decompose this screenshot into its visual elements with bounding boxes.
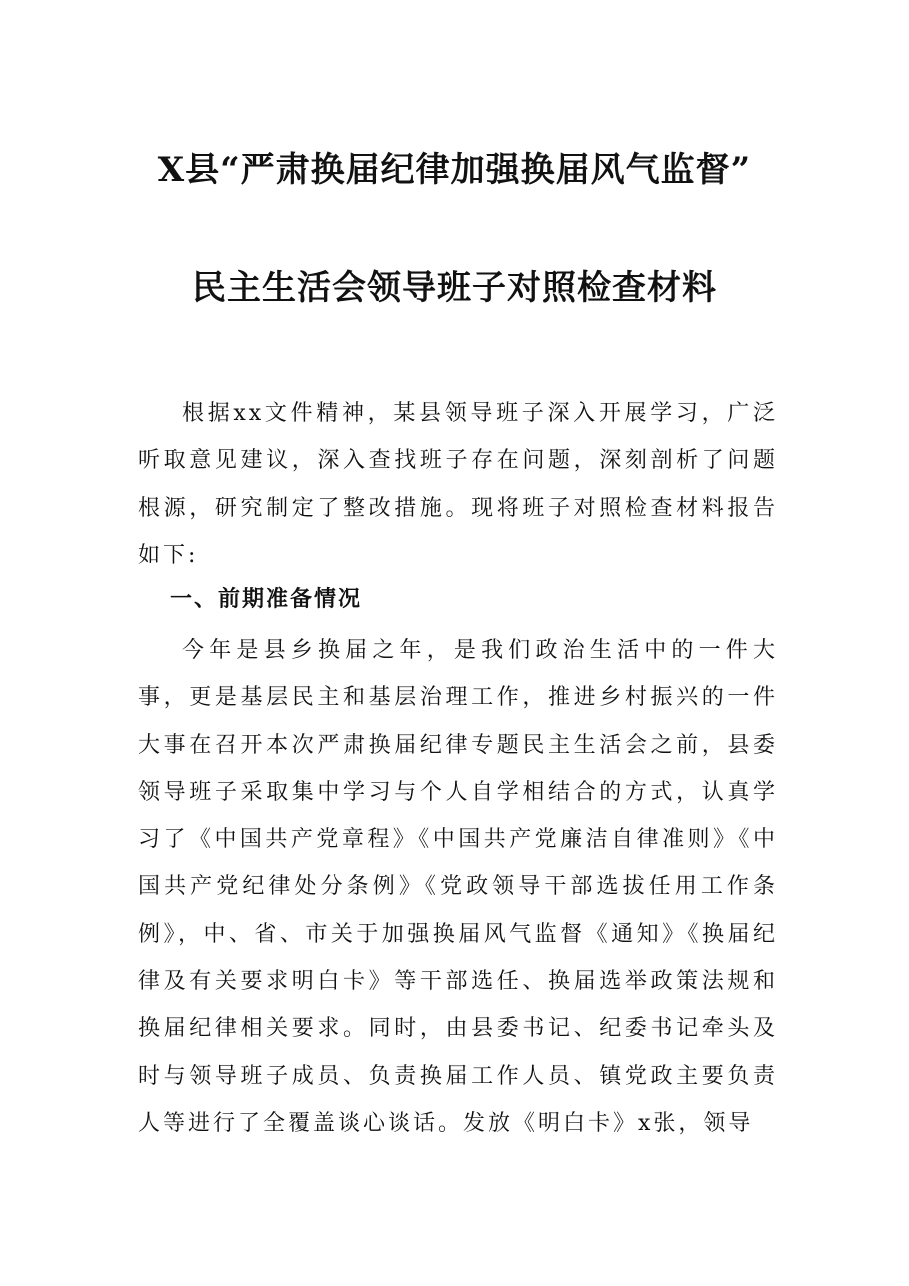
section-heading-preparation: 一、前期准备情况 xyxy=(170,586,363,612)
document-title-line-1: X县“严肃换届纪律加强换届风气监督” xyxy=(157,150,752,190)
section-body-preparation: 今年是县乡换届之年，是我们政治生活中的一件大事，更是基层民主和基层治理工作，推进乡村振兴的一件大事在召开本次严肃换届纪律专题民主生活会之前，县委领导班子采取集中学习与个人自学相结合的方式，认真学习了《中国共产党章程》《中国共产党廉洁自律准则》《中国共产党纪律处分条例》《党政领导干部选拔任用工作条例》，中、省、市关于加强换届风气监督《通知》《换届纪律及有关要求明白卡》等干部选任、换届选举政策法规和换届纪律相关要求。同时，由县委书记、纪委书记牵头及时与领导班子成员、负责换届工作人员、镇党政主要负责人等进行了全覆盖谈心谈话。发放《明白卡》x张，领导 xyxy=(138,638,778,1136)
intro-paragraph: 根据xx文件精神，某县领导班子深入开展学习，广泛听取意见建议，深入查找班子存在问题，深刻剖析了问题根源，研究制定了整改措施。现将班子对照检查材料报告如下: xyxy=(138,401,778,568)
document-title-line-2: 民主生活会领导班子对照检查材料 xyxy=(192,268,717,308)
